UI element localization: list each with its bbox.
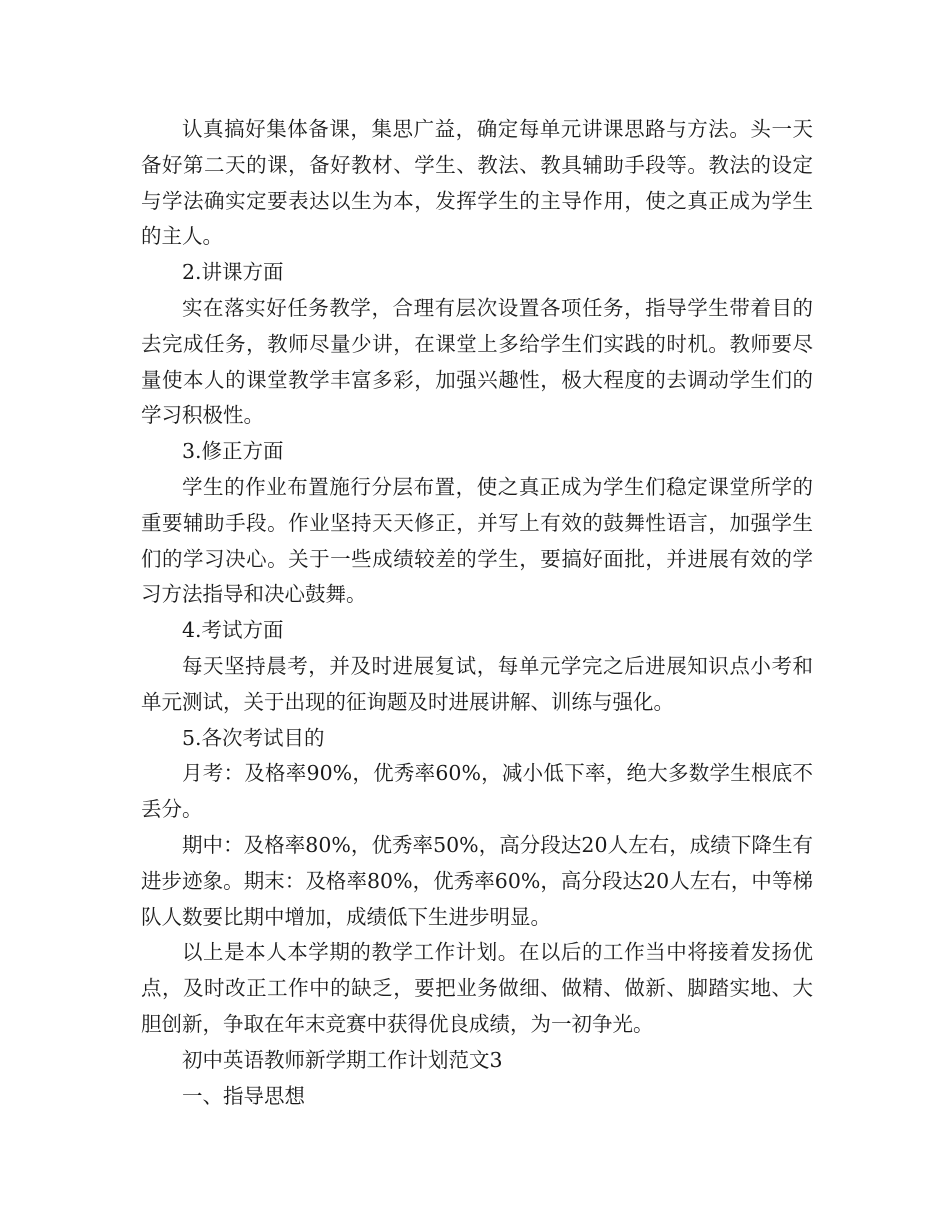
heading-teaching: 2.讲课方面 xyxy=(182,260,284,285)
paragraph-correction: 学生的作业布置施行分层布置，使之真正成为学生们稳定课堂所学的重要辅助手段。作业坚持天天修正，并写上有效的鼓舞性语言，加强学生们的学习决心。关于一些成绩较差的学生，要搞好面批，并进展有效的学习方法指导和决心鼓舞。 xyxy=(141,474,813,607)
heading-correction: 3.修正方面 xyxy=(182,439,284,464)
document-page xyxy=(141,112,813,1114)
paragraph-summary: 以上是本人本学期的教学工作计划。在以后的工作当中将接着发扬优点，及时改正工作中的缺乏，要把业务做细、做精、做新、脚踏实地、大胆创新，争取在年末竞赛中获得优良成绩，为一初争光。 xyxy=(141,940,813,1036)
paragraph-teaching: 实在落实好任务教学，合理有层次设置各项任务，指导学生带着目的去完成任务，教师尽量少讲，在课堂上多给学生们实践的时机。教师要尽量使本人的课堂教学丰富多彩，加强兴趣性，极大程度的去调动学生们的学习积极性。 xyxy=(141,295,813,428)
paragraph-exams: 每天坚持晨考，并及时进展复试，每单元学完之后进展知识点小考和单元测试，关于出现的征询题及时进展讲解、训练与强化。 xyxy=(141,653,813,714)
heading-plan-title: 初中英语教师新学期工作计划范文3 xyxy=(182,1047,503,1072)
paragraph-midterm-final: 期中：及格率80%，优秀率50%，高分段达20人左右，成绩下降生有进步迹象。期末：及格率80%，优秀率60%，高分段达20人左右，中等梯队人数要比期中增加，成绩低下生进步明显。 xyxy=(141,832,813,929)
heading-guiding-thought: 一、指导思想 xyxy=(182,1083,305,1108)
paragraph-monthly-exam: 月考：及格率90%，优秀率60%，减小低下率，绝大多数学生根底不丢分。 xyxy=(141,761,813,822)
heading-exam-goals: 5.各次考试目的 xyxy=(182,725,325,750)
heading-exams: 4.考试方面 xyxy=(182,618,284,643)
paragraph-lesson-prep: 认真搞好集体备课，集思广益，确定每单元讲课思路与方法。头一天备好第二天的课，备好教材、学生、教法、教具辅助手段等。教法的设定与学法确实定要表达以生为本，发挥学生的主导作用，使之真正成为学生的主人。 xyxy=(141,117,813,249)
